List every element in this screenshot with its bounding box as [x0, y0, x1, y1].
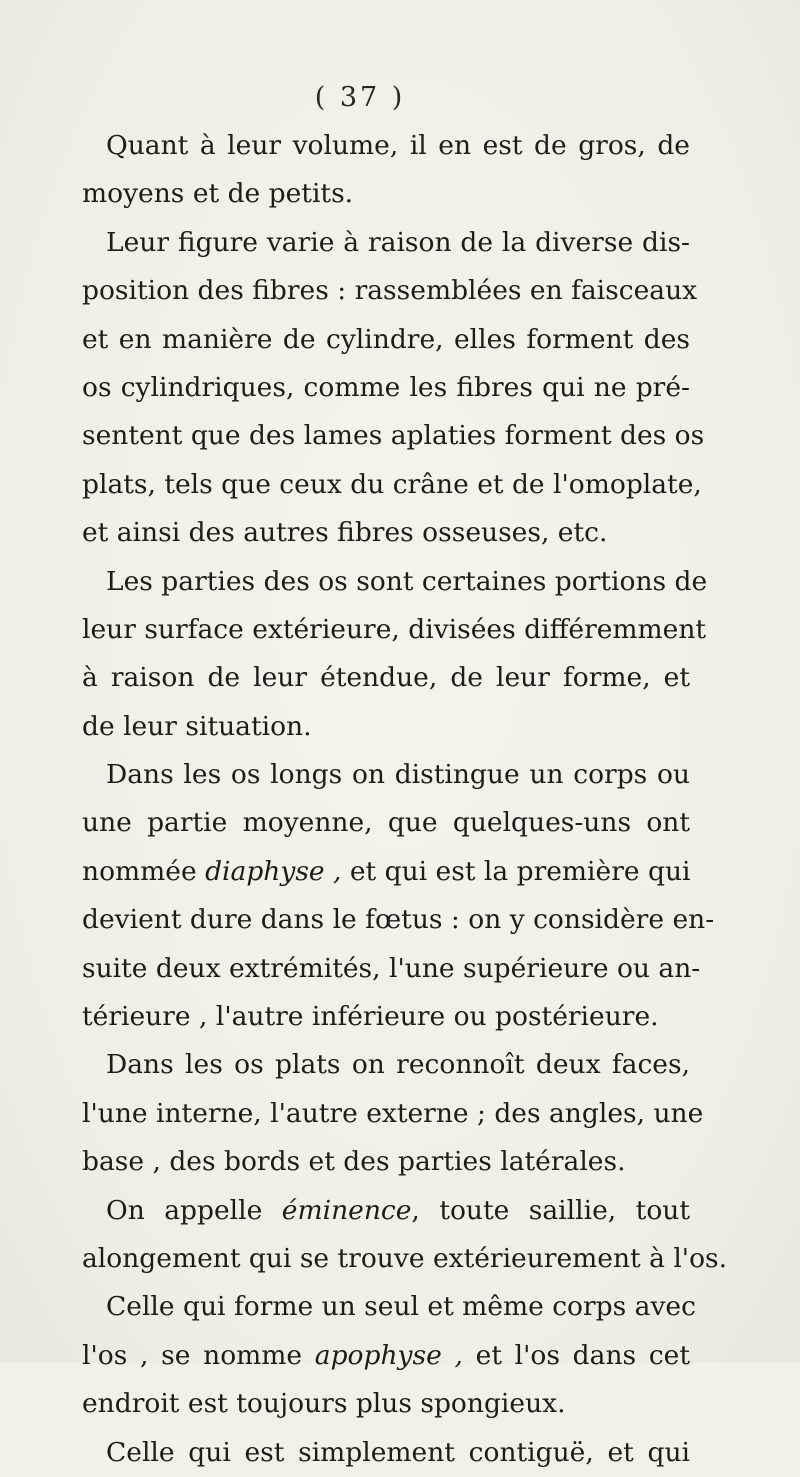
italic-term: apophyse , [314, 1339, 463, 1371]
text-line: moyens et de petits. [82, 178, 354, 210]
text-line: Dans les os longs on distingue un corps ou [106, 759, 690, 791]
text-line: base , des bords et des parties latérales. [82, 1146, 626, 1178]
text-line: os cylindriques, comme les fibres qui ne pré- [82, 371, 690, 403]
text-line: l'os , se nomme apophyse , et l'os dans cet [82, 1339, 690, 1371]
text-line: endroit est toujours plus spongieux. [82, 1388, 566, 1420]
text-line: plats, tels que ceux du crâne et de l'omoplate, [82, 468, 702, 500]
text-line: et en manière de cylindre, elles forment des [82, 323, 690, 355]
text-line: nommée diaphyse , et qui est la première qui [82, 855, 691, 887]
text-line: l'une interne, l'autre externe ; des angles, une [82, 1097, 704, 1129]
text-line: à raison de leur étendue, de leur forme, et [82, 662, 690, 694]
text-line: alongement qui se trouve extérieurement à l'os. [82, 1242, 728, 1274]
text-line: Celle qui est simplement contiguë, et qui [106, 1436, 690, 1468]
text-line: térieure , l'autre inférieure ou postérieure. [82, 1001, 659, 1033]
body-text [82, 122, 728, 1477]
text-line: devient dure dans le fœtus : on y considère en- [82, 904, 715, 936]
text-line: leur surface extérieure, divisées différemment [82, 613, 707, 645]
text-line: Quant à leur volume, il en est de gros, de [106, 130, 690, 161]
text-line: une partie moyenne, que quelques-uns ont [82, 807, 690, 839]
text-line: et ainsi des autres fibres osseuses, etc. [82, 517, 608, 549]
page-number: ( 37 ) [314, 82, 406, 113]
text-line: Leur figure varie à raison de la diverse dis- [106, 226, 690, 258]
text-line: Celle qui forme un seul et même corps avec [106, 1291, 696, 1323]
italic-term: éminence [281, 1194, 412, 1226]
text-line: suite deux extrémités, l'une supérieure ou an- [82, 952, 701, 984]
text-line: de leur situation. [82, 710, 312, 742]
text-line: Dans les os plats on reconnoît deux faces, [106, 1049, 690, 1081]
text-line: sentent que des lames aplaties forment des os [82, 420, 705, 452]
text-line: position des fibres : rassemblées en faisceaux [82, 275, 698, 307]
text-line: Les parties des os sont certaines portions de [106, 565, 708, 597]
italic-term: diaphyse , [205, 855, 342, 887]
text-line: On appelle éminence, toute saillie, tout [106, 1194, 690, 1226]
